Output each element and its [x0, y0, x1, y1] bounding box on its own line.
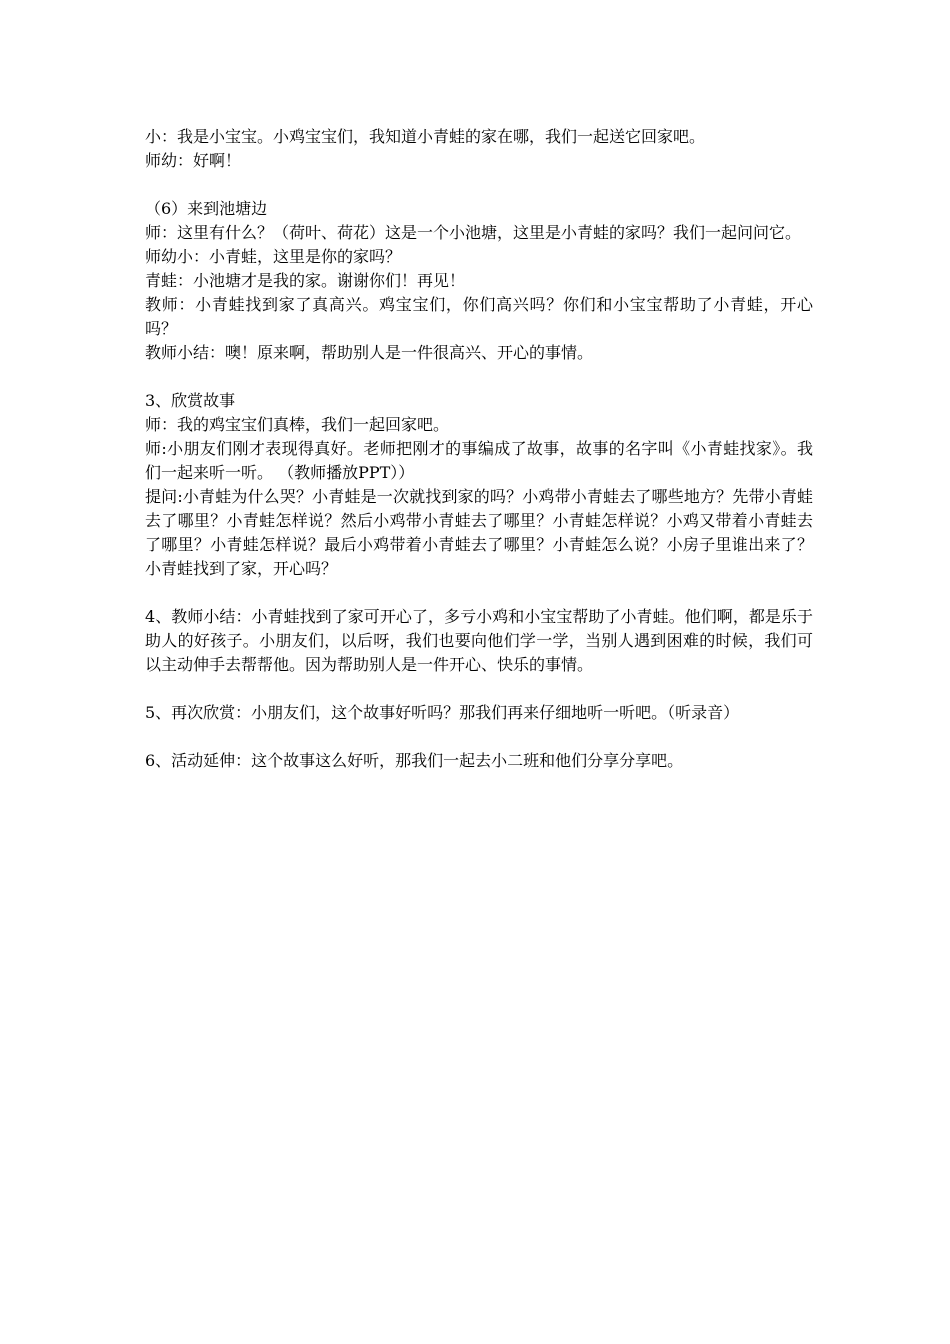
paragraph-gap — [145, 365, 813, 389]
dialogue-line: 青蛙：小池塘才是我的家。谢谢你们！再见！ — [145, 271, 466, 290]
paragraph-gap — [145, 725, 813, 749]
dialogue-line: 师幼小：小青蛙，这里是你的家吗？ — [145, 247, 402, 266]
dialogue-line: 师:小朋友们刚才表现得真好。老师把刚才的事编成了故事，故事的名字叫《小青蛙找家》。我们一起来听一听。 （教师播放PPT）） — [145, 439, 813, 482]
question-paragraph: 提问:小青蛙为什么哭？小青蛙是一次就找到家的吗？小鸡带小青蛙去了哪些地方？先带小青蛙去了哪里？小青蛙怎样说？然后小鸡带小青蛙去了哪里？小青蛙怎样说？小鸡又带着小青蛙去了哪里？小青蛙怎样说？最后小鸡带着小青蛙去了哪里？小青蛙怎么说？小房子里谁出来了？小青蛙找到了家，开心吗？ — [145, 487, 813, 578]
paragraph-gap — [145, 677, 813, 701]
paragraph-gap — [145, 581, 813, 605]
paragraph-gap — [145, 173, 813, 197]
re-listen-paragraph: 5、再次欣赏：小朋友们，这个故事好听吗？那我们再来仔细地听一听吧。（听录音） — [145, 703, 740, 722]
dialogue-line: 师幼：好啊！ — [145, 151, 242, 170]
document-body — [145, 125, 813, 773]
dialogue-line: 师：我的鸡宝宝们真棒，我们一起回家吧。 — [145, 415, 450, 434]
dialogue-line: 师：这里有什么？（荷叶、荷花）这是一个小池塘，这里是小青蛙的家吗？我们一起问问它。 — [145, 223, 802, 242]
teacher-summary-paragraph: 4、教师小结：小青蛙找到了家可开心了，多亏小鸡和小宝宝帮助了小青蛙。他们啊，都是乐于助人的好孩子。小朋友们，以后呀，我们也要向他们学一学，当别人遇到困难的时候，我们可以主动伸手去帮帮他。因为帮助别人是一件开心、快乐的事情。 — [145, 607, 813, 674]
dialogue-line: 教师：小青蛙找到家了真高兴。鸡宝宝们，你们高兴吗？你们和小宝宝帮助了小青蛙，开心吗？ — [145, 295, 813, 338]
section-heading: （6）来到池塘边 — [145, 199, 268, 218]
dialogue-line: 小：我是小宝宝。小鸡宝宝们，我知道小青蛙的家在哪，我们一起送它回家吧。 — [145, 127, 706, 146]
activity-extension-paragraph: 6、活动延伸：这个故事这么好听，那我们一起去小二班和他们分享分享吧。 — [145, 751, 684, 770]
section-heading: 3、欣赏故事 — [145, 391, 236, 410]
dialogue-line: 教师小结：噢！原来啊，帮助别人是一件很高兴、开心的事情。 — [145, 343, 594, 362]
